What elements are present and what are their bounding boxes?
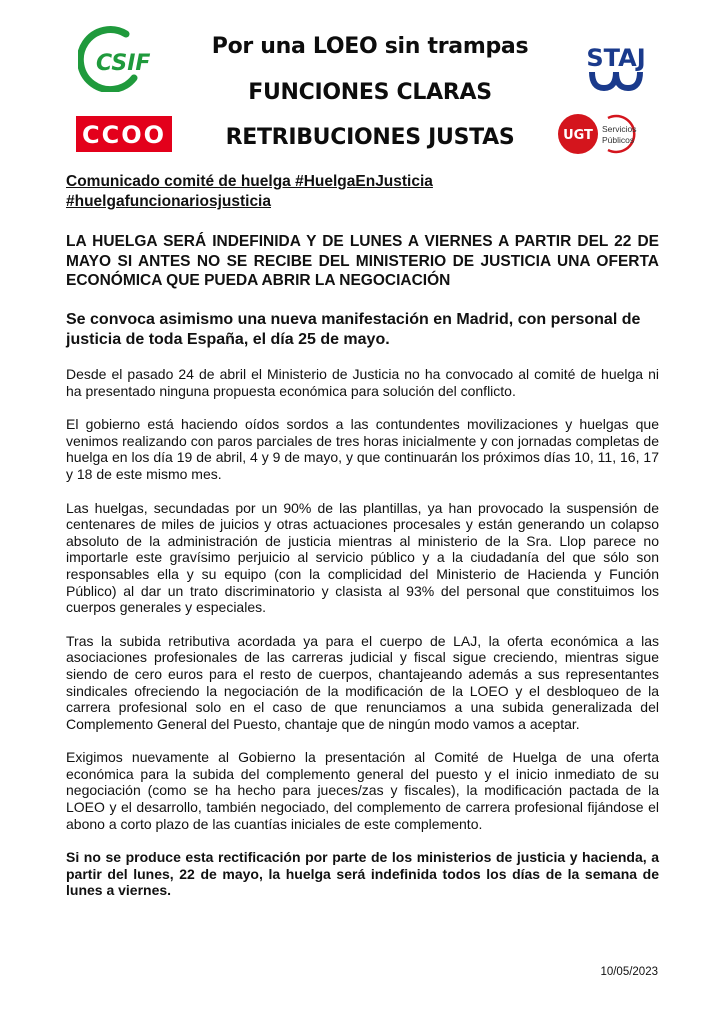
comunicado-heading <box>66 172 659 212</box>
paragraph: El gobierno está haciendo oídos sordos a las contundentes movilizaciones y huelgas que venimos realizando con paros parciales de tres horas inicialmente y con jornadas completas de huelga en los día 19 de abril, 4 y 9 de mayo, y que continuarán los próximos días 10, 11, 16, 17 y 18 de este mismo mes. <box>66 416 659 482</box>
csif-logo-text: CSIF <box>96 51 151 76</box>
comunicado-line1: Comunicado comité de huelga #HuelgaEnJusticia <box>66 173 433 190</box>
csif-logo <box>78 26 152 92</box>
ugt-subtitle-2: Públicos <box>602 135 635 145</box>
ugt-logo <box>556 112 652 156</box>
paragraph: Exigimos nuevamente al Gobierno la presentación al Comité de Huelga de una oferta económica para la subida del complemento general del puesto y el inicio inmediato de su negociación (como se ha hecho para jueces/zas y fiscales), la modificación pactada de la LOEO y el desarrollo, también negociado, del complemento de carrera profesional fijándose el abono a corto plazo de las cuantías iniciales de este complemento. <box>66 749 659 832</box>
header-title-line2: FUNCIONES CLARAS <box>248 80 492 105</box>
ccoo-logo <box>76 116 172 152</box>
paragraph: Las huelgas, secundadas por un 90% de las plantillas, ya han provocado la suspensión de centenares de miles de juicios y otras actuaciones procesales y están generando un colapso absoluto de la administración de justicia mientras al ministerio de la Sra. Llop parece no importarle este gravísimo perjuicio al servicio público y a la ciudadanía del que sólo son responsables ella y su equipo (con la complicidad del Ministerio de Hacienda y Función Público) al dar un trato discriminatorio y clasista al 93% del personal que constituimos los cuerpos generales y especiales. <box>66 499 659 616</box>
ugt-subtitle-1: Servicios <box>602 124 637 134</box>
paragraph: Tras la subida retributiva acordada ya para el cuerpo de LAJ, la oferta económica a las asociaciones profesionales de las carreras judicial y fiscal sigue creciendo, mientras sigue siendo de cero euros para el resto de cuerpos, chantajeando además a sus representantes sindicales ofreciendo la negociación de la modificación de la LOEO y el desbloqueo de la carrera profesional solo en el caso de que renunciamos a una subida generalizada del Complemento General del Puesto, chantaje que de ningún modo vamos a aceptar. <box>66 632 659 732</box>
header-title-line3: RETRIBUCIONES JUSTAS <box>225 125 515 150</box>
staj-logo-text: STAJ <box>586 44 646 72</box>
csif-logo-mark <box>78 26 152 92</box>
ccoo-logo-text: CCOO <box>81 121 167 149</box>
staj-logo <box>584 30 648 94</box>
header-title-line1: Por una LOEO sin trampas <box>211 34 529 59</box>
body-text <box>66 366 659 916</box>
paragraph: Desde el pasado 24 de abril el Ministerio de Justicia no ha convocado al comité de huelga ni ha presentado ninguna propuesta económica para solución del conflicto. <box>66 366 659 399</box>
headline: LA HUELGA SERÁ INDEFINIDA Y DE LUNES A VIERNES A PARTIR DEL 22 DE MAYO SI ANTES NO SE RECIBE DEL MINISTERIO DE JUSTICIA UNA OFERTA ECONÓMICA QUE PUEDA ABRIR LA NEGOCIACIÓN <box>66 233 659 289</box>
ccoo-logo-mark <box>76 116 172 152</box>
staj-logo-mark <box>584 30 648 94</box>
final-paragraph: Si no se produce esta rectificación por parte de los ministerios de justicia y hacienda, a partir del lunes, 22 de mayo, la huelga será indefinida todos los días de la semana de lunes a viernes. <box>66 849 659 899</box>
document-date: 10/05/2023 <box>600 966 658 978</box>
ugt-logo-mark <box>556 112 652 156</box>
comunicado-line2: #huelgafuncionariosjusticia <box>66 193 271 210</box>
ugt-logo-text: UGT <box>563 128 593 143</box>
subheadline: Se convoca asimismo una nueva manifestación en Madrid, con personal de justicia de toda España, el día 25 de mayo. <box>66 311 641 348</box>
